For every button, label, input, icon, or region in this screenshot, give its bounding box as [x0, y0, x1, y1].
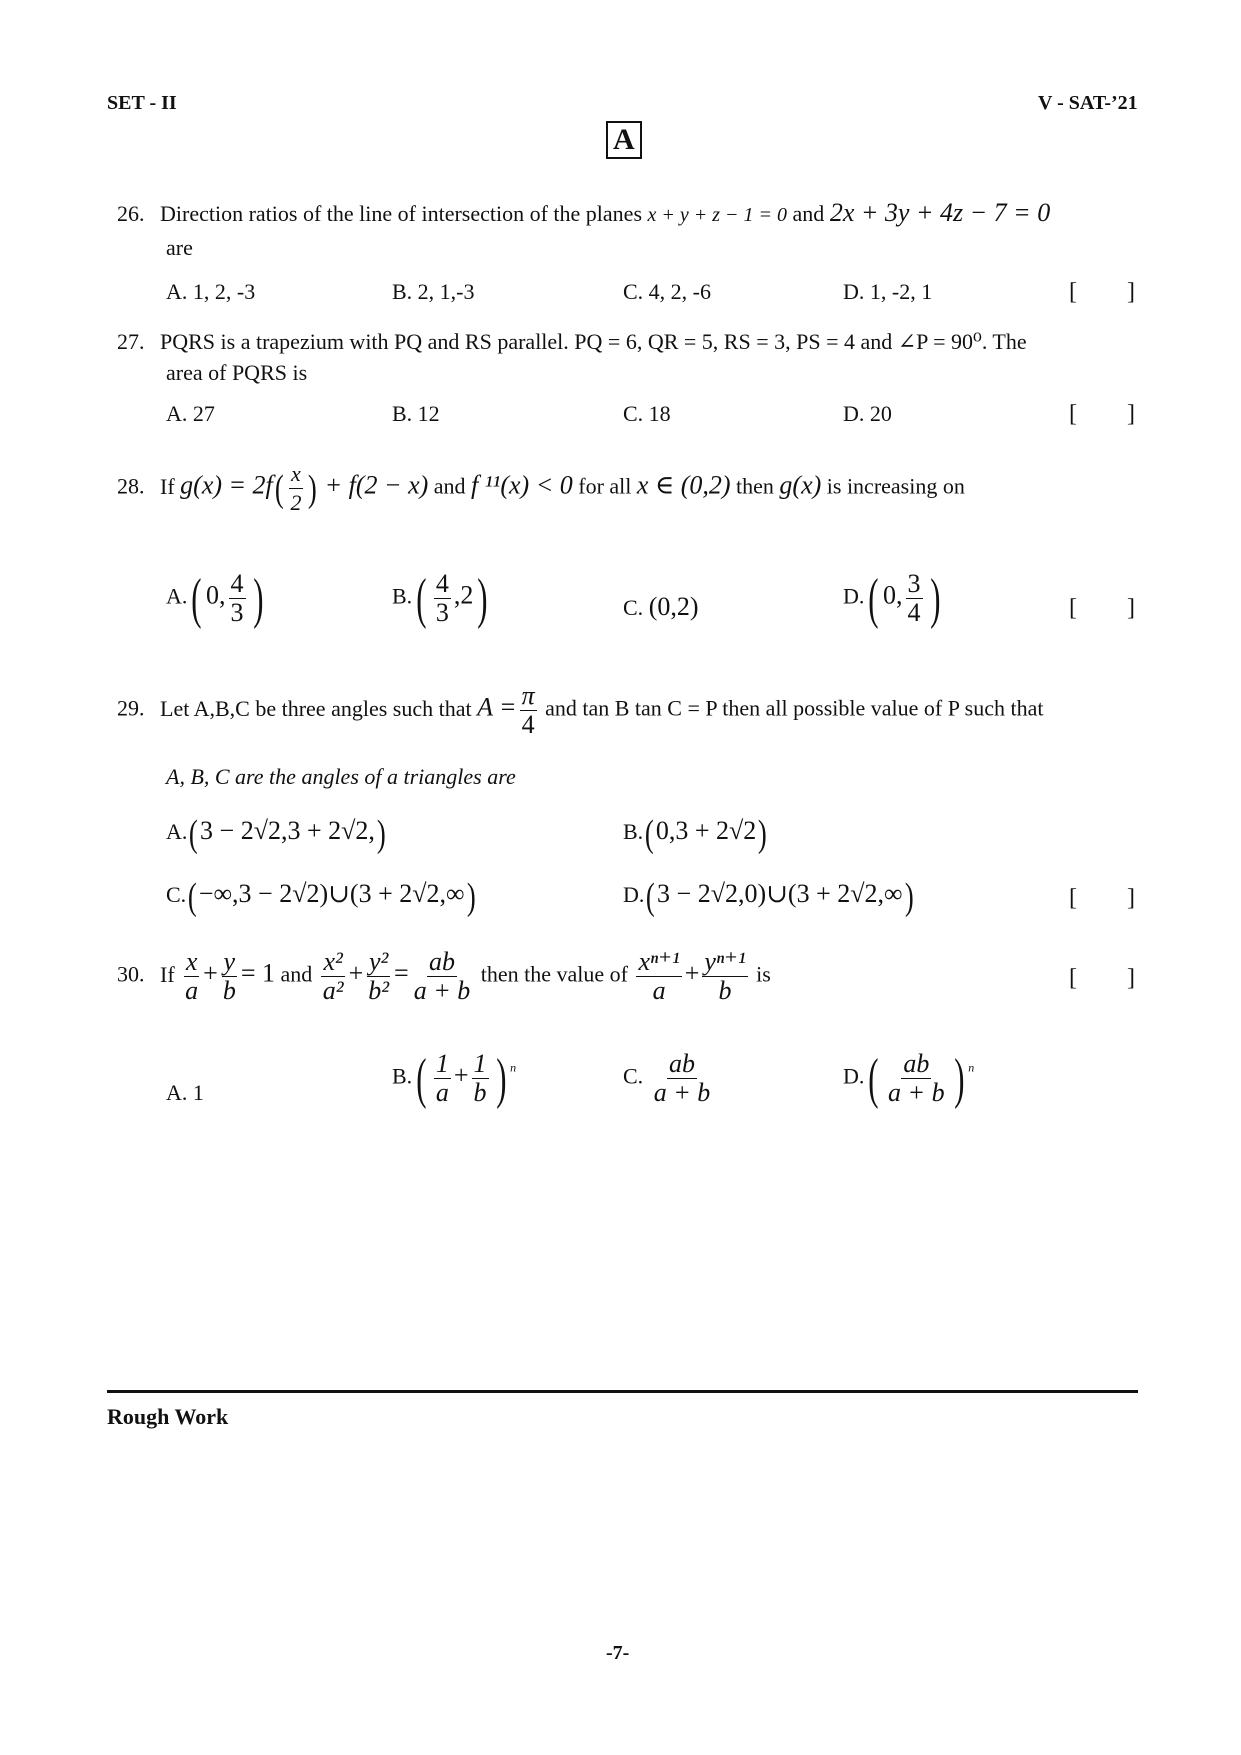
option-b[interactable]: B. 2, 1,-3 — [392, 279, 475, 304]
set-label: SET - II — [107, 92, 177, 114]
paren-close: ) — [929, 567, 941, 630]
fraction-1-over-b — [472, 1050, 489, 1107]
paren-open: ( — [645, 813, 654, 855]
fraction-1-over-a — [434, 1050, 451, 1107]
option-a[interactable]: A. 27 — [166, 401, 215, 426]
denominator: a + b — [653, 1078, 711, 1107]
fraction-3-over-4 — [906, 570, 923, 627]
fraction-pi-over-4 — [520, 682, 537, 739]
question-number: 29. — [117, 695, 145, 721]
option-c[interactable]: C. 18 — [623, 401, 671, 426]
rough-work-area[interactable] — [107, 1440, 1138, 1600]
paren-close: ) — [376, 813, 386, 855]
denominator: a + b — [413, 976, 471, 1005]
option-label: C. — [166, 882, 187, 908]
option-label: C. — [623, 1063, 644, 1089]
option-label: B. — [392, 583, 413, 609]
text-for-all: for all — [578, 473, 632, 499]
question-text: Let A,B,C be three angles such that — [160, 695, 472, 721]
numerator: x — [289, 460, 303, 489]
interval: 0,3 + 2√2 — [655, 816, 757, 846]
option-d[interactable] — [623, 875, 915, 919]
answer-bracket[interactable]: [ ] — [1069, 965, 1157, 991]
function-g: g(x) = 2f — [180, 470, 273, 500]
conjunction: and — [433, 473, 466, 499]
interval: (0,2) — [648, 592, 699, 621]
paren-open: ( — [189, 813, 199, 855]
numerator: xⁿ⁺¹ — [638, 947, 680, 976]
numerator: ab — [428, 947, 455, 976]
paren-open: ( — [416, 1047, 427, 1110]
option-c[interactable] — [623, 592, 699, 622]
question-text: PQRS is a trapezium with PQ and RS parallel. PQ = 6, QR = 5, RS = 3, PS = 4 and ∠P = 90⁰. The — [160, 329, 1027, 354]
option-label: B. — [392, 1063, 413, 1089]
question-30: 30. If $\frac{x}{a}$ + $\frac{y}{b}$ = 1 and $\frac{\text{x²}}{\text{a²}}$ + $\frac{\text{y²}}{\text{b²}}$ = $\frac{ab}{a + b}$ then the value of $\frac{\text{xⁿ⁺¹}}{a}$ + $\frac{\text{yⁿ⁺¹}}{b}$ is — [117, 947, 771, 1005]
numerator: x — [185, 947, 198, 976]
fraction-y2-over-b2 — [366, 948, 391, 1005]
option-a[interactable]: A. 1, 2, -3 — [166, 279, 256, 304]
numerator: ab — [668, 1049, 695, 1078]
numerator: y — [223, 947, 236, 976]
domain-interval: x ∈ (0,2) — [636, 470, 731, 500]
second-derivative-condition: f ¹¹(x) < 0 — [471, 470, 573, 500]
conjunction: and — [280, 961, 313, 987]
option-d[interactable] — [843, 1047, 975, 1110]
paren-close: ) — [466, 876, 476, 918]
option-d[interactable]: D. 20 — [843, 401, 892, 426]
option-b[interactable] — [623, 812, 769, 856]
paren-close: ) — [904, 876, 914, 918]
numerator: y² — [368, 947, 389, 976]
option-b[interactable]: B.( $\frac{1}{a}$ + $\frac{1}{b}$ ) $^n$ — [392, 1047, 517, 1110]
question-29 — [117, 682, 1137, 739]
option-label: A. — [166, 583, 188, 609]
fraction-ab-over-a-plus-b — [652, 1050, 713, 1107]
denominator: 3 — [230, 598, 244, 627]
plane-equation-1: x + y + z − 1 = 0 — [647, 204, 788, 226]
fraction-x2-over-a2 — [321, 948, 346, 1005]
interval-union: 3 − 2√2,0)∪(3 + 2√2,∞ — [657, 879, 903, 909]
fraction-y-over-b — [221, 948, 238, 1005]
paren-open: ( — [188, 876, 197, 918]
option-b[interactable] — [392, 567, 492, 630]
paren-close: ) — [252, 567, 264, 630]
question-text: Direction ratios of the line of intersection of the planes — [160, 201, 643, 226]
paren-close: ) — [953, 1047, 965, 1110]
numerator: 1 — [473, 1049, 487, 1078]
answer-bracket[interactable]: [ ] — [1069, 595, 1157, 621]
question-27 — [117, 326, 1137, 358]
interval: 3 − 2√2,3 + 2√2, — [200, 816, 375, 846]
exponent-n: n — [510, 1060, 517, 1075]
function-gx: g(x) — [779, 470, 822, 500]
function-rest: + f(2 − x) — [324, 470, 429, 500]
option-c[interactable] — [166, 875, 477, 919]
denominator: a — [185, 976, 199, 1005]
question-text-mid: and tan B tan C = P then all possible value of P such that — [545, 695, 1044, 721]
rough-work-label: Rough Work — [107, 1404, 229, 1429]
interval-start: 0, — [206, 580, 226, 610]
exam-code: V - SAT-’21 — [1038, 92, 1138, 114]
equals-one: = 1 — [240, 958, 275, 988]
question-number: 26. — [117, 201, 145, 226]
question-26 — [117, 197, 1137, 231]
question-28 — [117, 460, 1137, 517]
booklet-series-box: A — [606, 121, 642, 159]
numerator: yⁿ⁺¹ — [704, 947, 746, 976]
conjunction: and — [792, 201, 825, 226]
question-text-cont: are — [166, 235, 193, 260]
option-label: D. — [843, 583, 865, 609]
numerator: x² — [323, 947, 343, 976]
denominator: a — [652, 976, 666, 1005]
numerator: π — [521, 681, 535, 710]
option-d[interactable] — [843, 567, 944, 630]
interval-start: 0, — [883, 580, 903, 610]
plane-equation-2: 2x + 3y + 4z − 7 = 0 — [829, 198, 1051, 227]
denominator: a² — [322, 976, 344, 1005]
denominator: a + b — [888, 1078, 945, 1107]
paren-close: ) — [758, 813, 768, 855]
paren-open: ( — [274, 467, 284, 510]
question-text-cont: A, B, C are the angles of a triangles are — [166, 764, 516, 789]
fraction-x-over-2 — [288, 460, 303, 517]
denominator: b — [718, 976, 732, 1005]
page-number: -7- — [606, 1642, 630, 1664]
answer-bracket[interactable]: [ ] — [1069, 279, 1157, 305]
numerator: 3 — [907, 569, 921, 598]
fraction-4-over-3 — [434, 570, 451, 627]
denominator: 4 — [521, 710, 535, 739]
section-divider — [107, 1390, 1138, 1393]
denominator: b — [473, 1078, 487, 1107]
paren-close: ) — [495, 1047, 506, 1110]
paren-open: ( — [416, 567, 427, 630]
option-label: D. — [623, 882, 645, 908]
denominator: 4 — [907, 598, 921, 627]
paren-open: ( — [191, 567, 202, 630]
fraction-ab-over-a-plus-b — [412, 948, 473, 1005]
numerator: ab — [903, 1049, 930, 1078]
interval-union: −∞,3 − 2√2)∪(3 + 2√2,∞ — [198, 879, 465, 909]
denominator: a — [435, 1078, 449, 1107]
denominator: 2 — [290, 490, 302, 515]
text-is: is — [756, 961, 771, 987]
denominator: b — [222, 976, 236, 1005]
denominator: 3 — [435, 598, 449, 627]
paren-close: ) — [308, 467, 318, 510]
numerator: 1 — [435, 1049, 449, 1078]
numerator: 4 — [230, 569, 244, 598]
text-then: then the value of — [480, 961, 628, 987]
fraction-ab-over-a-plus-b — [886, 1050, 947, 1107]
option-label: D. — [843, 1063, 865, 1089]
paren-open: ( — [868, 1047, 879, 1110]
angle-a-equals: A = — [477, 692, 517, 722]
option-a[interactable] — [166, 567, 267, 630]
denominator: b² — [368, 976, 390, 1005]
numerator: 4 — [435, 569, 449, 598]
fraction-x-over-a — [183, 948, 200, 1005]
text-then: then — [736, 473, 774, 499]
option-label: C. — [623, 595, 644, 620]
option-c[interactable]: C. 4, 2, -6 — [623, 279, 711, 304]
option-a[interactable] — [166, 812, 388, 856]
option-label: A. — [166, 819, 188, 845]
paren-open: ( — [868, 567, 879, 630]
option-a[interactable]: A. 1 — [166, 1080, 204, 1105]
answer-bracket[interactable]: [ ] — [1069, 885, 1157, 911]
paren-open: ( — [646, 876, 656, 918]
option-c[interactable] — [623, 1050, 715, 1107]
word-if: If — [160, 473, 175, 499]
interval-end: ,2 — [453, 580, 474, 610]
question-text-cont: area of PQRS is — [166, 360, 308, 385]
question-number: 30. — [117, 961, 145, 987]
question-number: 28. — [117, 473, 145, 499]
fraction-4-over-3 — [229, 570, 246, 627]
exponent-n: n — [968, 1060, 975, 1075]
fraction-yn-over-b — [702, 948, 747, 1005]
question-number: 27. — [117, 329, 145, 354]
word-if: If — [160, 961, 175, 987]
option-b[interactable]: B. 12 — [392, 401, 440, 426]
answer-bracket[interactable]: [ ] — [1069, 401, 1157, 427]
paren-close: ) — [477, 567, 488, 630]
fraction-xn-over-a — [636, 948, 681, 1005]
option-d[interactable]: D. 1, -2, 1 — [843, 279, 933, 304]
question-tail: is increasing on — [826, 473, 965, 499]
option-label: B. — [623, 819, 644, 845]
